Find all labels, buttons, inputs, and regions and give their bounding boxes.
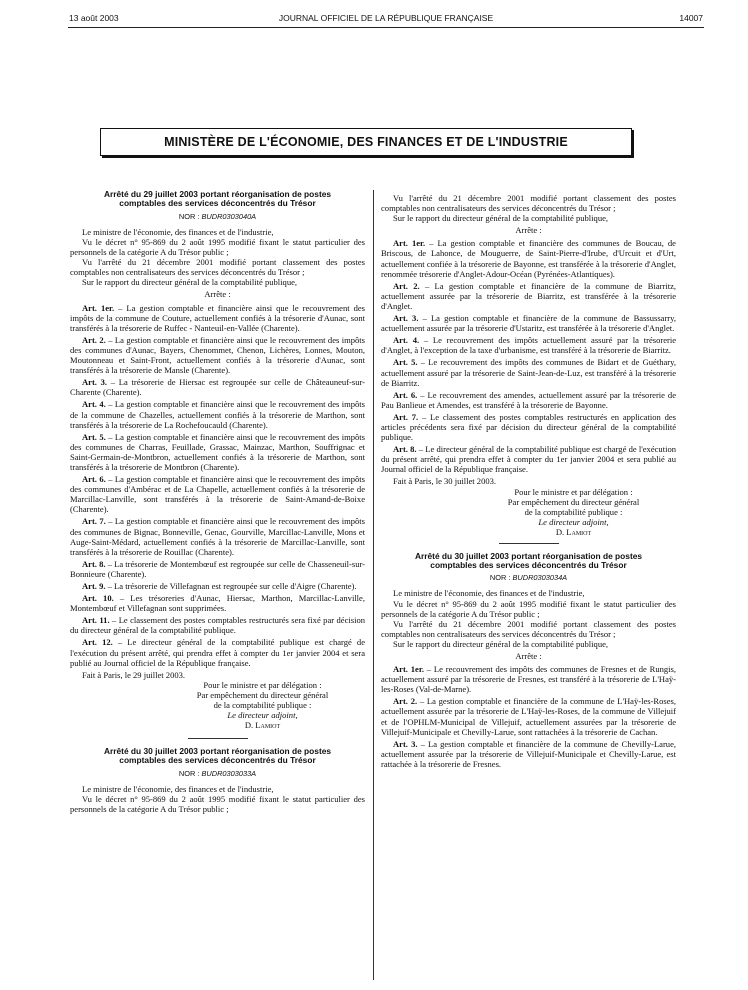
right-column	[381, 193, 676, 769]
decree-preamble	[70, 227, 365, 288]
signature-line: de la comptabilité publique :	[524, 506, 623, 517]
article-text: – La gestion comptable et financière de la commune de Bassussarry, actuellement assurée par la trésorerie d'Ustaritz, est transférée à la trésorerie d'Anglet.	[381, 313, 676, 334]
article-paragraph	[70, 559, 365, 579]
nor-reference	[70, 769, 365, 779]
article-text: – La gestion comptable et financière ainsi que le recouvrement des impôts de la commune de Chazelles, actuellement confiés à la trésorerie de Marthon, sont transférés à la trésorerie de La Rochefoucauld (Charente).	[70, 399, 365, 430]
article-text: – La gestion comptable et financière de la commune de Chevilly-Larue, actuellement assurée par la trésorerie de Villejuif-Municipale et Chevilly-Larue, est rattachée à la trésorerie de Fresnes.	[381, 738, 677, 769]
article-list	[381, 238, 676, 474]
article-paragraph	[70, 516, 365, 556]
signature-block	[381, 487, 676, 517]
arrete-heading: Arrête :	[204, 289, 231, 300]
article-paragraph	[381, 696, 676, 736]
article-list	[70, 303, 365, 668]
article-paragraph	[70, 637, 365, 667]
article-paragraph	[70, 335, 365, 375]
decree-preamble	[70, 784, 365, 814]
article-number: Art. 12.	[82, 637, 113, 648]
section-separator	[499, 543, 559, 544]
signing-place-date: Fait à Paris, le 30 juillet 2003.	[393, 476, 497, 487]
arrete-heading: Arrête :	[515, 225, 542, 236]
signature-line: Par empêchement du directeur général	[507, 496, 640, 507]
header-date: 13 août 2003	[69, 13, 119, 23]
article-number: Art. 11.	[82, 615, 110, 626]
article-paragraph	[70, 432, 365, 472]
article-number: Art. 4.	[82, 399, 106, 410]
article-text: – La trésorerie de Villefagnan est regroupée sur celle d'Aigre (Charente).	[105, 581, 357, 591]
preamble-paragraph: Le ministre de l'économie, des finances et de l'industrie,	[393, 588, 585, 599]
article-paragraph	[381, 412, 676, 442]
nor-label: NOR :	[489, 573, 513, 583]
preamble-paragraph: Sur le rapport du directeur général de la comptabilité publique,	[393, 213, 609, 224]
article-number: Art. 1er.	[82, 302, 115, 313]
page-header	[69, 13, 703, 27]
signature-line: Pour le ministre et par délégation :	[203, 679, 322, 690]
article-text: – La gestion comptable et financière ainsi que le recouvrement des impôts des communes d'Aunac, Bayers, Chenommet, Chenon, Lichères, Lonnes, Mouton, Moutonneau et Saint-Front, actuellement confiés à la trésorerie d'Aunac, sont transférés à la trésorerie de Mansle (Charente).	[70, 334, 365, 376]
header-journal-title: JOURNAL OFFICIEL DE LA RÉPUBLIQUE FRANÇAISE	[278, 13, 494, 23]
article-number: Art. 5.	[82, 431, 106, 442]
article-text: – Le directeur général de la comptabilité publique est chargé de l'exécution du présent arrêté, qui prendra effet à compter du 1er janvier 2004 et sera publié au Journal officiel de la République française.	[381, 444, 676, 475]
article-text: – Le classement des postes comptables restructurés sera fixé par décision du directeur général de la comptabilité publique.	[70, 615, 365, 636]
article-text: – Le recouvrement des impôts actuellement assuré par la trésorerie d'Anglet, à l'exception de la taxe d'urbanisme, est transféré à la trésorerie de Biarritz.	[381, 335, 677, 356]
preamble-paragraph: Vu le décret n° 95-869 du 2 août 1995 modifié fixant le statut particulier des personnels de la catégorie A du Trésor public ;	[70, 793, 365, 814]
article-number: Art. 3.	[393, 738, 418, 749]
article-number: Art. 8.	[82, 558, 106, 569]
article-number: Art. 9.	[82, 581, 106, 591]
decree-preamble	[381, 193, 676, 223]
article-number: Art. 1er.	[393, 238, 426, 249]
nor-label: NOR :	[178, 768, 202, 778]
ministry-banner: MINISTÈRE DE L'ÉCONOMIE, DES FINANCES ET DE L'INDUSTRIE	[100, 128, 632, 156]
article-paragraph	[381, 664, 676, 694]
nor-code: BUDR0303040A	[201, 211, 257, 221]
nor-label: NOR :	[178, 211, 202, 221]
article-text: – La gestion comptable et financière de la commune de Biarritz, actuellement assurée par la trésorerie de Biarritz, est transférée à la trésorerie d'Anglet.	[381, 280, 677, 311]
article-number: Art. 1er.	[393, 664, 424, 675]
preamble-paragraph: Vu le décret n° 95-869 du 2 août 1995 modifié fixant le statut particulier des personnels de la catégorie A du Trésor public ;	[70, 237, 365, 258]
signatory-role: Le directeur adjoint,	[538, 516, 609, 527]
article-paragraph	[381, 390, 676, 410]
article-number: Art. 4.	[393, 335, 420, 346]
signature-line: Pour le ministre et par délégation :	[514, 486, 633, 497]
article-paragraph	[70, 615, 365, 635]
nor-code: BUDR0303034A	[512, 573, 568, 583]
article-paragraph	[70, 593, 365, 613]
article-text: – Le recouvrement des impôts des communes de Fresnes et de Rungis, actuellement assuré par la trésorerie de Fresnes, est transféré à la trésorerie de L'Haÿ-les-Roses (Val-de-Marne).	[381, 664, 676, 695]
article-number: Art. 7.	[82, 516, 106, 527]
preamble-paragraph: Vu l'arrêté du 21 décembre 2001 modifié portant classement des postes comptables non centralisateurs des services déconcentrés du Trésor ;	[381, 618, 676, 639]
column-divider	[373, 190, 374, 980]
article-text: – Le directeur général de la comptabilité publique est chargé de l'exécution du présent arrêté, qui prendra effet à compter du 1er janvier 2004 et sera publié au Journal officiel de la République française.	[70, 637, 365, 668]
article-text: – Les trésoreries d'Aunac, Hiersac, Marthon, Marcillac-Lanville, Montembœuf et Villefagnan sont supprimées.	[70, 593, 365, 614]
article-number: Art. 10.	[82, 593, 114, 604]
signature-block	[70, 680, 365, 710]
article-number: Art. 2.	[393, 696, 418, 707]
article-number: Art. 8.	[393, 444, 417, 455]
article-number: Art. 3.	[393, 313, 419, 324]
article-number: Art. 5.	[393, 357, 418, 368]
article-text: – La gestion comptable et financière des communes de Boucau, de Briscous, de Lahonce, de Mouguerre, de Saint-Pierre-d'Irube, d'Urcuit et d'Urt, actuellement confiée à la trésorerie de Bayonne, est transférée à la trésorerie d'Anglet, renommée trésorerie d'Anglet-Adour-Océan (Pyrénées-Atlantiques).	[381, 238, 676, 279]
nor-reference	[70, 212, 365, 222]
signatory-name: D. Lamiot	[555, 526, 592, 537]
section-separator	[188, 738, 248, 739]
article-text: – Le recouvrement des impôts des communes de Bidart et de Guéthary, actuellement assuré par la trésorerie de Saint-Jean-de-Luz, est transféré à la trésorerie de Biarritz.	[381, 357, 676, 388]
article-text: – La trésorerie de Montembœuf est regroupée sur celle de Chasseneuil-sur-Bonnieure (Charente).	[70, 558, 366, 579]
article-text: – La gestion comptable et financière ainsi que le recouvrement des impôts de la commune de Couture, actuellement confiés à la trésorerie d'Aunac, sont transférés à la trésorerie de Ruffec - Nanteuil-en-Vallée (Charente).	[70, 302, 365, 333]
preamble-paragraph: Vu l'arrêté du 21 décembre 2001 modifié portant classement des postes comptables non centralisateurs des services déconcentrés du Trésor ;	[381, 193, 676, 214]
article-number: Art. 2.	[393, 280, 420, 291]
article-number: Art. 7.	[393, 411, 419, 422]
article-paragraph	[70, 303, 365, 333]
article-paragraph	[381, 739, 676, 769]
decree-title: Arrêté du 30 juillet 2003 portant réorganisation de postes comptables des services déconcentrés du Trésor	[414, 550, 643, 570]
signatory-role: Le directeur adjoint,	[227, 709, 298, 720]
preamble-paragraph: Le ministre de l'économie, des finances et de l'industrie,	[82, 226, 274, 237]
nor-code: BUDR0303033A	[201, 768, 257, 778]
preamble-paragraph: Sur le rapport du directeur général de la comptabilité publique,	[393, 638, 609, 649]
preamble-paragraph: Vu l'arrêté du 21 décembre 2001 modifié portant classement des postes comptables non centralisateurs des services déconcentrés du Trésor ;	[70, 257, 365, 278]
article-number: Art. 6.	[82, 474, 106, 485]
article-paragraph	[381, 335, 676, 355]
article-text: – La trésorerie de Hiersac est regroupée sur celle de Châteauneuf-sur-Charente (Charente).	[70, 377, 366, 398]
article-paragraph	[70, 474, 365, 514]
article-text: – La gestion comptable et financière ainsi que le recouvrement des impôts des communes de Charras, Feuillade, Grassac, Mainzac, Marthon, Souffrignac et Saint-Germain-de-Montbron, actuellement confiés à la trésorerie de Marthon, sont transférés à la trésorerie de Montbron (Charente).	[70, 431, 365, 472]
decree-preamble	[381, 588, 676, 649]
article-paragraph	[381, 313, 676, 333]
article-paragraph	[381, 238, 676, 278]
preamble-paragraph: Le ministre de l'économie, des finances et de l'industrie,	[82, 783, 274, 794]
article-list	[381, 664, 676, 769]
article-text: – Le recouvrement des amendes, actuellement assuré par la trésorerie de Pau Banlieue et Amendes, est transféré à la trésorerie de Bayonne.	[381, 389, 676, 410]
signing-place-date: Fait à Paris, le 29 juillet 2003.	[82, 669, 186, 680]
article-paragraph	[381, 444, 676, 474]
decree-title: Arrêté du 29 juillet 2003 portant réorganisation de postes comptables des services déconcentrés du Trésor	[103, 189, 332, 209]
preamble-paragraph: Vu le décret n° 95-869 du 2 août 1995 modifié fixant le statut particulier des personnels de la catégorie A du Trésor public ;	[381, 598, 676, 619]
article-paragraph	[70, 581, 365, 591]
article-paragraph	[381, 281, 676, 311]
article-paragraph	[70, 377, 365, 397]
article-text: – La gestion comptable et financière ainsi que le recouvrement des impôts des communes de Bignac, Bonneville, Genac, Gourville, Marcillac-Lanville, Mons et Auge-Saint-Médard, actuellement confiés à la trésorerie de Marcillac-Lanville, sont transférés à la trésorerie de Rouillac (Charente).	[70, 516, 365, 557]
article-number: Art. 2.	[82, 334, 106, 345]
arrete-heading: Arrête :	[515, 651, 542, 661]
signature-line: de la comptabilité publique :	[213, 699, 312, 710]
left-column	[70, 190, 365, 814]
article-number: Art. 6.	[393, 389, 418, 400]
article-text: – La gestion comptable et financière de la commune de L'Haÿ-les-Roses, actuellement assurée par la trésorerie de L'Haÿ-les-Roses, de la commune de Villejuif et de l'OPHLM-Municipal de Villejuif, actuellement assurées par la trésorerie de Villejuif-Municipale et Chevilly-Larue, sont rattachées à la trésorerie de Cachan.	[381, 696, 676, 737]
article-paragraph	[70, 399, 365, 429]
article-text: – Le classement des postes comptables restructurés en application des articles précédents sera fixé par décision du directeur général de la comptabilité publique.	[381, 411, 676, 443]
decree-title: Arrêté du 30 juillet 2003 portant réorganisation de postes comptables des services déconcentrés du Trésor	[103, 745, 332, 766]
signature-line: Par empêchement du directeur général	[196, 689, 329, 700]
article-paragraph	[381, 357, 676, 387]
article-text: – La gestion comptable et financière ainsi que le recouvrement des impôts des communes d'Ambérac et de La Chapelle, actuellement confiés à la trésorerie de Marcillac-Lanville, sont transférés à la trésorerie de Saint-Amand-de-Boixe (Charente).	[70, 474, 365, 515]
signatory-name: D. Lamiot	[244, 719, 281, 730]
preamble-paragraph: Sur le rapport du directeur général de la comptabilité publique,	[82, 277, 298, 288]
article-number: Art. 3.	[82, 377, 108, 388]
header-page-number: 14007	[679, 13, 703, 23]
header-rule	[68, 27, 704, 28]
nor-reference	[381, 573, 676, 583]
